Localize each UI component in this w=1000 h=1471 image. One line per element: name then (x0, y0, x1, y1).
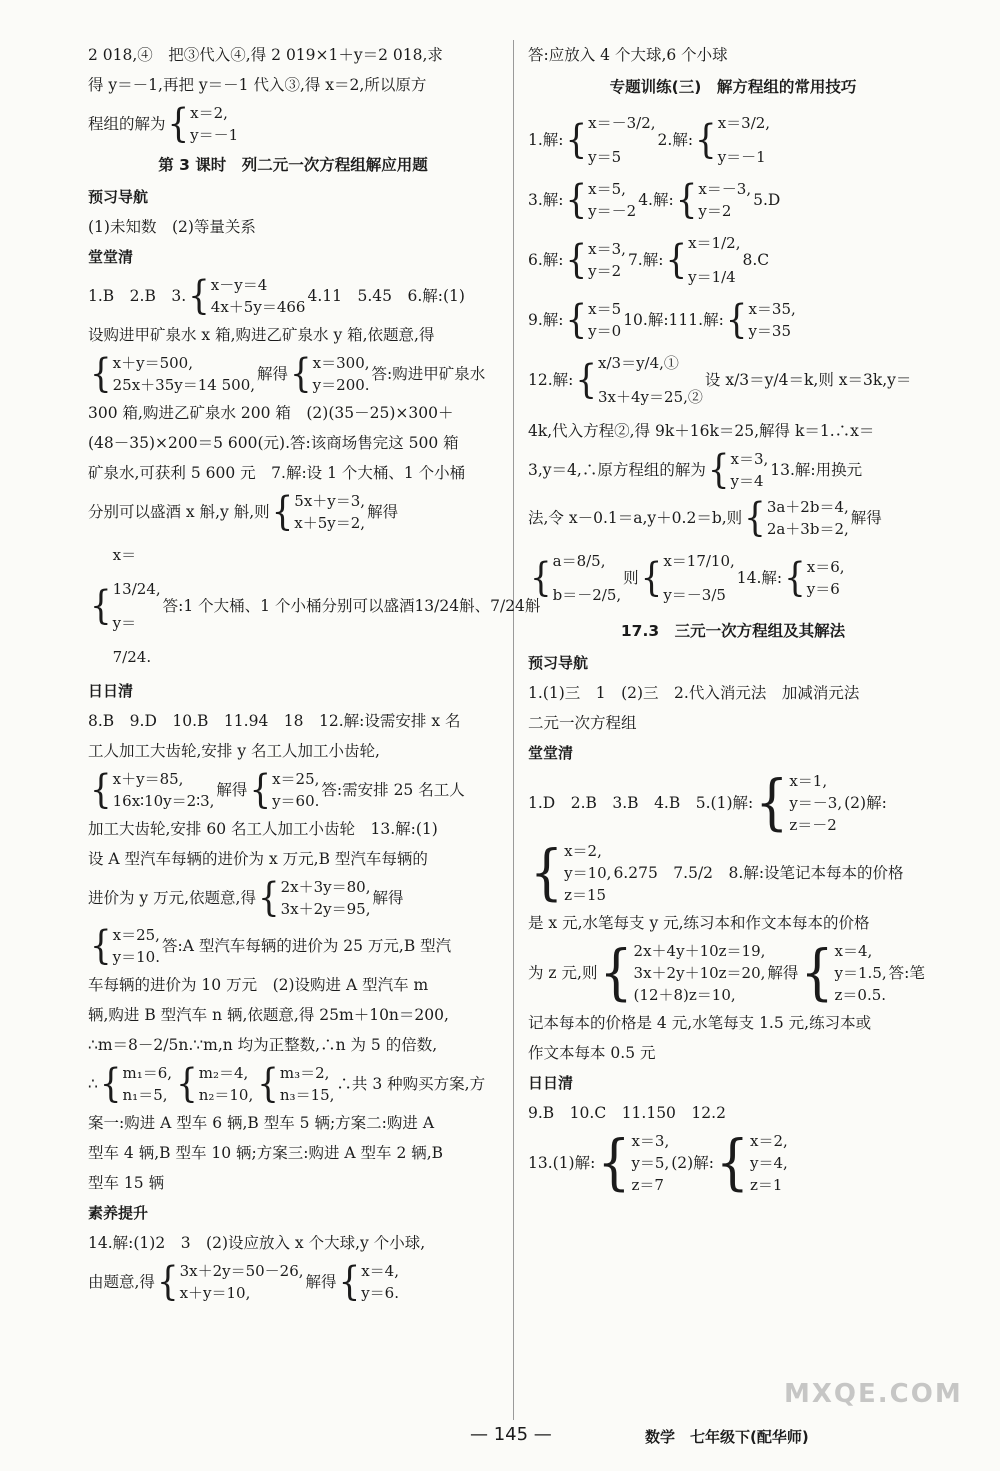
text-line: ∴m＝8－2/5n.∵m,n 均为正整数,∴n 为 5 的倍数, (88, 1036, 438, 1054)
equation: x－y＝4 (210, 276, 268, 294)
equation-system: { x＝3, y＝5, z＝7 (597, 1128, 670, 1198)
equation: y＝35 (748, 322, 791, 340)
equation: 25x＋35y＝14 500, (112, 376, 256, 394)
solution-line: 程组的解为 { x＝2, y＝－1 (88, 101, 239, 147)
equation: y＝0 (588, 322, 622, 340)
text-line: 4k,代入方程②,得 9k＋16k＝25,解得 k＝1.∴x＝ (528, 422, 875, 440)
equation: y＝－1 (717, 148, 766, 166)
answer-line: { x＝2, y＝10, z＝15 6.275 7.5/2 8.解:设笔记本每本的价格 (530, 838, 904, 908)
equation: y＝6. (361, 1284, 399, 1302)
equation: 3x＋2y＋10z＝20, (633, 964, 766, 982)
equation: 5x＋y＝3, (294, 492, 366, 510)
text-line: 答:应放入 4 个大球,6 个小球 (528, 46, 728, 64)
subheading-class: 堂堂清 (88, 248, 134, 266)
equation: y＝10, (564, 864, 612, 882)
answer-line: 分别可以盛酒 x 斛,y 斛,则 { 5x＋y＝3, x＋5y＝2, 解得 (88, 489, 399, 535)
equation: x＝3, (631, 1132, 670, 1150)
equation: x＝2, (190, 104, 228, 122)
text-line: (1)未知数 (2)等量关系 (88, 218, 256, 236)
equation: z＝－2 (789, 816, 837, 834)
equation-system: { x＝35, y＝35 (725, 297, 796, 343)
equation: x＝35, (748, 300, 796, 318)
equation: m₁＝6, (122, 1064, 173, 1082)
equation: x＝4, (834, 942, 873, 960)
text-line: (48－35)×200＝5 600(元).答:该商场售完这 500 箱 (88, 434, 459, 452)
watermark-logo (784, 1379, 974, 1443)
equation: 2x＋3y＝80, (280, 878, 371, 896)
equation: n₁＝5, (122, 1086, 168, 1104)
equation: y＝1.5, (834, 964, 887, 982)
answer-line: 进价为 y 万元,依题意,得 { 2x＋3y＝80, 3x＋2y＝95, 解得 (88, 875, 404, 921)
text-line: 车每辆的进价为 10 万元 (2)设购进 A 型汽车 m (88, 976, 429, 994)
equation: z＝7 (631, 1176, 664, 1194)
answer-line: { x＋y＝85, 16x∶10y＝2∶3, 解得 { x＝25, y＝60. 答:需安排 25 名工人 (90, 767, 465, 813)
equation-system: { x＋y＝85, 16x∶10y＝2∶3, (90, 767, 215, 813)
equation-system: { x＝4, y＝6. (338, 1259, 399, 1305)
equation: 2a＋3b＝2, (766, 520, 849, 538)
text-line: 二元一次方程组 (528, 714, 637, 732)
subheading-class: 堂堂清 (528, 744, 574, 762)
equation-system: { 2x＋3y＝80, 3x＋2y＝95, (257, 875, 371, 921)
text-line: 辆,购进 B 型汽车 n 辆,依题意,得 25m＋10n＝200, (88, 1006, 449, 1024)
subheading-daily: 日日清 (88, 682, 134, 700)
text-line: 案一:购进 A 型车 6 辆,B 型车 5 辆;方案二:购进 A (88, 1114, 435, 1132)
answer-line: 13.(1)解: { x＝3, y＝5, z＝7 (2)解: { x＝2, y＝4, z＝1 (528, 1128, 788, 1198)
equation: x＝5 (588, 300, 622, 318)
equation-system: { 3x＋2y＝50－26, x＋y＝10, (156, 1259, 304, 1305)
equation: y＝4, (750, 1154, 788, 1172)
equation: x＝2, (564, 842, 602, 860)
equation-system: { x＝1/2, y＝1/4 (665, 226, 740, 294)
text-line: 得 y＝－1,再把 y＝－1 代入③,得 x＝2,所以原方 (88, 76, 427, 94)
answer-line: ∴ { m₁＝6, n₁＝5, { m₂＝4, n₂＝10, { m₃＝2, n₃＝15, ∴共 3 种购买方案,方 (88, 1061, 486, 1107)
text-line: 14.解:(1)2 3 (2)设应放入 x 个大球,y 个小球, (88, 1234, 426, 1252)
equation: 4x＋5y＝466 (210, 298, 306, 316)
answer-line: 3,y＝4,∴原方程组的解为 { x＝3, y＝4 13.解:用换元 (528, 447, 863, 493)
equation-system: { x＝2, y＝10, z＝15 (530, 838, 612, 908)
answer-line: 9.解: { x＝5 y＝0 10.解:1 11.解: { x＝35, y＝35 (528, 297, 796, 343)
equation: x＝3, (588, 240, 626, 258)
answer-line: { x＝13/24, y＝7/24. 答:1 个大桶、1 个小桶分别可以盛酒13/24斛、7/24斛 (88, 536, 498, 676)
equation: x＝6, (806, 558, 845, 576)
equation: 2x＋4y＋10z＝19, (633, 942, 766, 960)
answer-line: 1.D 2.B 3.B 4.B 5.(1)解: { x＝1, y＝－3, z＝－2 (2)解: (528, 768, 887, 838)
equation-system: { x＝2, y＝4, z＝1 (715, 1128, 788, 1198)
equation-system: { x＝3, y＝4 (707, 447, 769, 493)
equation: y＝2 (698, 202, 732, 220)
subheading-preview: 预习导航 (88, 188, 149, 206)
equation-system: { 5x＋y＝3, x＋5y＝2, (271, 489, 366, 535)
equation: y＝5 (588, 148, 622, 166)
equation: y＝7/24. (112, 614, 152, 666)
equation-system: { x＝25, y＝10. (90, 923, 160, 969)
equation: x＝3/2, (717, 114, 771, 132)
answer-line: 1.B 2.B 3. { x－y＝4 4x＋5y＝466 4.11 5.45 6.解:(1) (88, 273, 465, 319)
equation: x＝－3, (698, 180, 752, 198)
equation-system: { x＋y＝500, 25x＋35y＝14 500, (90, 351, 256, 397)
equation: y＝1/4 (688, 268, 736, 286)
text-line: 9.B 10.C 11.150 12.2 (528, 1104, 726, 1122)
equation-system: { x＝3, y＝2 (565, 237, 626, 283)
subheading-improve: 素养提升 (88, 1204, 149, 1222)
equation-system: { x＝17/10, y＝－3/5 (641, 544, 735, 612)
equation: z＝1 (750, 1176, 783, 1194)
equation: x/3＝y/4,① (598, 354, 679, 372)
equation: 3x＋2y＝95, (280, 900, 371, 918)
equation-system: { x＝－3/2, y＝5 (566, 106, 656, 174)
equation-system: { 2x＋4y＋10z＝19, 3x＋2y＋10z＝20, (12＋8)z＝10, (599, 938, 766, 1008)
equation: x＋y＝10, (179, 1284, 251, 1302)
equation-system: { m₃＝2, n₃＝15, (257, 1061, 335, 1107)
text-line: 2 018,④ 把③代入④,得 2 019×1＋y＝2 018,求 (88, 46, 443, 64)
section-title: 17.3 三元一次方程组及其解法 (620, 622, 846, 640)
equation: y＝4 (730, 472, 764, 490)
equation-system: { x＝5, y＝－2 (565, 177, 637, 223)
equation: (12＋8)z＝10, (633, 986, 736, 1004)
equation-system: { x＝5 y＝0 (565, 297, 622, 343)
subheading-preview: 预习导航 (528, 654, 589, 672)
answer-line: { x＝25, y＝10. 答:A 型汽车每辆的进价为 25 万元,B 型汽 (90, 923, 452, 969)
equation: x＝1/2, (688, 234, 741, 252)
text-line: 设购进甲矿泉水 x 箱,购进乙矿泉水 y 箱,依题意,得 (88, 326, 435, 344)
book-label: 数学 七年级下(配华师) (645, 1428, 809, 1446)
equation-system: { x＝6, y＝6 (784, 555, 845, 601)
equation-system: { a＝8/5, b＝－2/5, (530, 544, 621, 612)
equation: y＝2 (588, 262, 622, 280)
equation: m₃＝2, (279, 1064, 330, 1082)
equation-system: { x/3＝y/4,① 3x＋4y＝25,② (575, 346, 703, 414)
equation: x＝17/10, (663, 552, 735, 570)
page-number: — 145 — (470, 1424, 552, 1445)
text-line: 作文本每本 0.5 元 (528, 1044, 656, 1062)
text-line: 型车 15 辆 (88, 1174, 165, 1192)
equation: n₂＝10, (198, 1086, 254, 1104)
text-line: 1.(1)三 1 (2)三 2.代入消元法 加减消元法 (528, 684, 860, 702)
left-column (88, 40, 541, 1306)
equation: x＝3, (730, 450, 769, 468)
equation: m₂＝4, (198, 1064, 249, 1082)
equation-system: { x＝－3, y＝2 (675, 177, 752, 223)
text-line: 记本每本的价格是 4 元,水笔每支 1.5 元,练习本或 (528, 1014, 872, 1032)
text-line: 是 x 元,水笔每支 y 元,练习本和作文本每本的价格 (528, 914, 870, 932)
equation-system: { x＝2, y＝－1 (167, 101, 239, 147)
equation-system: { x－y＝4 4x＋5y＝466 (188, 273, 306, 319)
equation-system: { x＝1, y＝－3, z＝－2 (755, 768, 843, 838)
equation: x＝5, (588, 180, 626, 198)
text-line: 8.B 9.D 10.B 11.94 18 12.解:设需安排 x 名 (88, 712, 461, 730)
column-divider (513, 40, 514, 1420)
equation: x＝1, (789, 772, 828, 790)
answer-line: 6.解: { x＝3, y＝2 7.解: { x＝1/2, y＝1/4 8.C (528, 224, 938, 296)
equation: x＋5y＝2, (294, 514, 366, 532)
equation: y＝60. (272, 792, 320, 810)
equation: x＋y＝500, (112, 354, 193, 372)
equation: x＝300, (312, 354, 370, 372)
answer-line: 法,令 x－0.1＝a,y＋0.2＝b,则 { 3a＋2b＝4, 2a＋3b＝2, 解得 (528, 495, 882, 541)
equation: x＝－3/2, (588, 114, 656, 132)
equation-system: { x＝300, y＝200. (290, 351, 370, 397)
equation: a＝8/5, (552, 552, 606, 570)
answer-line: 3.解: { x＝5, y＝－2 4.解: { x＝－3, y＝2 5.D (528, 177, 781, 223)
equation: 3x＋4y＝25,② (598, 388, 703, 406)
equation: x＋y＝85, (112, 770, 184, 788)
equation: y＝－1 (190, 126, 239, 144)
answer-line: 由题意,得 { 3x＋2y＝50－26, x＋y＝10, 解得 { x＝4, y＝6. (88, 1259, 399, 1305)
equation: y＝200. (312, 376, 370, 394)
answer-line: 为 z 元,则 { 2x＋4y＋10z＝19, 3x＋2y＋10z＝20, (12＋8)z＝10, 解得 { x＝4, y＝1.5, z＝0.5. 答:笔 (528, 938, 925, 1008)
equation-system: { m₂＝4, n₂＝10, (176, 1061, 254, 1107)
equation: 3x＋2y＝50－26, (179, 1262, 304, 1280)
subheading-daily: 日日清 (528, 1074, 574, 1092)
text-line: 设 A 型汽车每辆的进价为 x 万元,B 型汽车每辆的 (88, 850, 428, 868)
equation: x＝4, (361, 1262, 399, 1280)
equation: 3a＋2b＝4, (766, 498, 849, 516)
section-title: 第 3 课时 列二元一次方程组解应用题 (158, 156, 428, 174)
equation: 16x∶10y＝2∶3, (112, 792, 215, 810)
text-line: 型车 4 辆,B 型车 10 辆;方案三:购进 A 型车 2 辆,B (88, 1144, 444, 1162)
equation: x＝2, (750, 1132, 788, 1150)
answer-line: 1.解: { x＝－3/2, y＝5 2.解: { x＝3/2, y＝－1 (528, 104, 938, 176)
equation: y＝－3/5 (663, 586, 726, 604)
equation: x＝13/24, (112, 546, 161, 598)
watermark-text: MXQE.COM (784, 1379, 963, 1409)
answer-line: { x＋y＝500, 25x＋35y＝14 500, 解得 { x＝300, y＝200. 答:购进甲矿泉水 (90, 351, 486, 397)
equation: x＝25, (112, 926, 160, 944)
text-line: 加工大齿轮,安排 60 名工人加工小齿轮 13.解:(1) (88, 820, 438, 838)
answer-line: 12.解: { x/3＝y/4,① 3x＋4y＝25,② 设 x/3＝y/4＝k,则 x＝3k,y＝ (528, 344, 938, 416)
text-line: 矿泉水,可获利 5 600 元 7.解:设 1 个大桶、1 个小桶 (88, 464, 466, 482)
equation-system: { x＝13/24, y＝7/24. (90, 538, 161, 674)
equation: z＝15 (564, 886, 607, 904)
equation-system: { x＝25, y＝60. (249, 767, 320, 813)
equation: y＝10. (112, 948, 160, 966)
section-title: 专题训练(三) 解方程组的常用技巧 (609, 78, 857, 96)
text-line: 工人加工大齿轮,安排 y 名工人加工小齿轮, (88, 742, 380, 760)
equation: z＝0.5. (834, 986, 887, 1004)
right-column (528, 40, 938, 1198)
text-line: 300 箱,购进乙矿泉水 200 箱 (2)(35－25)×300＋ (88, 404, 454, 422)
answer-line: { a＝8/5, b＝－2/5, 则 { x＝17/10, y＝－3/5 14.解: { x＝6, y＝6 (528, 542, 938, 614)
equation-system: { x＝3/2, y＝－1 (695, 106, 770, 174)
equation-system: { m₁＝6, n₁＝5, (99, 1061, 173, 1107)
equation: y＝－3, (789, 794, 843, 812)
equation-system: { 3a＋2b＝4, 2a＋3b＝2, (744, 495, 849, 541)
equation: y＝6 (806, 580, 840, 598)
equation: n₃＝15, (279, 1086, 335, 1104)
equation: b＝－2/5, (552, 586, 622, 604)
equation-system: { x＝4, y＝1.5, z＝0.5. (800, 938, 887, 1008)
equation: y＝－2 (588, 202, 637, 220)
equation: x＝25, (272, 770, 320, 788)
equation: y＝5, (631, 1154, 670, 1172)
